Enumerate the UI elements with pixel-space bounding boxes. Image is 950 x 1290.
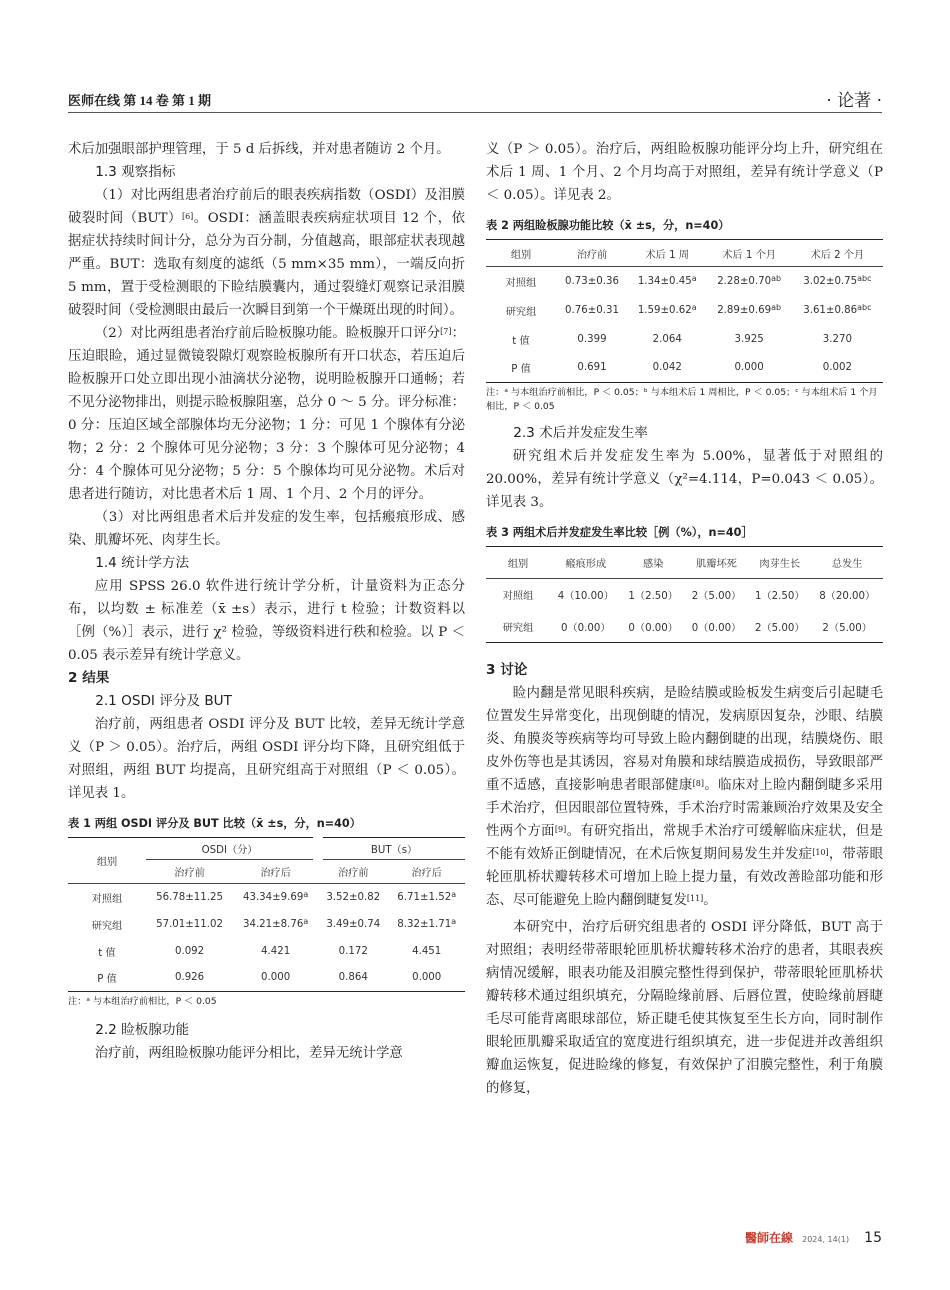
paragraph: 术后加强眼部护理管理，于 5 d 后拆线，并对患者随访 2 个月。: [68, 142, 450, 157]
paragraph-discussion-2: 本研究中，治疗后研究组患者的 OSDI 评分降低，BUT 高于对照组；表明经带蒂眼轮匝肌桥状瓣转移术治疗的患者，其眼表疾病情况缓解，眼表功能及泪膜完整性得到保护，带蒂眼轮匝肌桥状瓣转移术通过组织填充，分隔睑缘前唇、后唇位置，使睑缘前唇睫毛尽可能背离眼球部位，矫正睫毛使其恢复至生长方向，同时制作眼轮匝肌瓣采取适宜的宽度进行组织填充，进一步促进并改善组织瓣血运恢复，促进睑缘的修复，有效保护了泪膜完整性，利于角膜的修复，: [486, 920, 883, 1096]
but-header: BUT（s）: [318, 838, 465, 860]
table-1-note: 注：ᵃ 与本组治疗前相比，P ＜ 0.05: [68, 996, 217, 1007]
col-header: 感染: [622, 547, 685, 579]
col-header: 组别: [486, 547, 550, 579]
col-header: 治疗后: [388, 860, 465, 884]
col-header: 组别: [486, 240, 556, 267]
table-3-caption: 表 3 两组术后并发症发生率比较［例（%），n=40］: [486, 526, 753, 539]
table-3: [486, 546, 883, 643]
citation-10[interactable]: [10]: [812, 848, 829, 857]
table-2-caption: 表 2 两组睑板腺功能比较（x̄ ±s，分，n=40）: [486, 219, 730, 232]
heading-2-2: 2.2 睑板腺功能: [95, 1022, 190, 1038]
heading-2-3: 2.3 术后并发症发生率: [513, 425, 648, 441]
heading-1-3: 1.3 观察指标: [95, 164, 176, 180]
table-1: [68, 837, 465, 992]
col-header: 术后 1 周: [628, 240, 707, 267]
col-header: 瘢痕形成: [550, 547, 622, 579]
table-row: t 值 0.399 2.064 3.925 3.270: [512, 333, 852, 347]
left-column: [68, 138, 465, 1065]
table-2-note: 注：ᵃ 与本组治疗前相比，P ＜ 0.05；ᵇ 与本组术后 1 周相比，P ＜ 0.05；ᶜ 与本组术后 1 个月相比，P ＜ 0.05: [486, 387, 878, 412]
table-row: 研究组 0（0.00） 0（0.00） 0（0.00） 2（5.00） 2（5.00）: [502, 622, 872, 634]
table-row: 对照组 0.73±0.36 1.34±0.45$^a$ 2.28±0.70$^{ab}$ 3.02±0.75$^{abc}$: [505, 273, 872, 289]
heading-3: 3 讨论: [486, 662, 528, 678]
issue-info: 2024, 14(1): [802, 1235, 850, 1244]
journal-name: 医师在线 第 14 卷 第 1 期: [68, 93, 212, 108]
col-header: 治疗前: [146, 860, 233, 884]
col-header: 治疗后: [233, 860, 318, 884]
right-column: [486, 138, 883, 1100]
table-row: 研究组 57.01±11.02 34.21±8.76$^a$ 3.49±0.74 8.32±1.71$^a$: [91, 916, 457, 932]
paragraph-complication-results: 研究组术后并发症发生率为 5.00%，显著低于对照组的 20.00%，差异有统计学意义（χ²=4.114，P=0.043 ＜ 0.05）。详见表 3。: [486, 449, 883, 510]
table-row: 对照组 56.78±11.25 43.34±9.69$^a$ 3.52±0.82 6.71±1.52$^a$: [91, 889, 457, 905]
col-group-header: 组别: [68, 838, 146, 884]
page-footer: [745, 1227, 882, 1247]
journal-logo: 醫師在線: [745, 1231, 794, 1245]
paragraph-complications: （3）对比两组患者术后并发症的发生率，包括瘢痕形成、感染、肌瓣坏死、肉芽生长。: [68, 510, 465, 548]
col-header: 肉芽生长: [748, 547, 811, 579]
running-header: [68, 86, 882, 113]
citation-9[interactable]: [9]: [554, 825, 567, 834]
heading-2-1: 2.1 OSDI 评分及 BUT: [95, 693, 232, 709]
col-header: 术后 2 个月: [792, 240, 883, 267]
col-header: 总发生: [811, 547, 883, 579]
table-1-caption: 表 1 两组 OSDI 评分及 BUT 比较（x̄ ±s，分，n=40）: [68, 817, 361, 830]
table-row: P 值 0.926 0.000 0.864 0.000: [97, 972, 442, 986]
table-row: P 值 0.691 0.042 0.000 0.002: [511, 362, 852, 376]
citation-7[interactable]: [7]: [440, 327, 452, 336]
citation-8[interactable]: [8]: [692, 779, 704, 788]
col-header: 术后 1 个月: [706, 240, 791, 267]
paragraph-meibomian: （2）对比两组患者治疗前后睑板腺功能。睑板腺开口评分[7]：压迫眼睑，通过显微镜裂隙灯观察睑板腺所有开口状态，若压迫后睑板腺开口处立即出现小油滴状分泌物，说明睑板腺开口通畅；若不见分泌物排出，则提示睑板腺阻塞，总分 0 ～ 5 分。评分标准：0 分：压迫区域全部腺体均无分泌物；1 分：可见 1 个腺体有分泌物；2 分：2 个腺体可见分泌物；3 分：3 个腺体可见分泌物；4 分：4 个腺体可见分泌物；5 分：5 个腺体均可见分泌物。术后对患者进行随访，对比患者术后 1 周、1 个月、2 个月的评分。: [68, 326, 465, 502]
heading-1-4: 1.4 统计学方法: [95, 555, 190, 571]
paragraph-osdi-results: 治疗前，两组患者 OSDI 评分及 BUT 比较，差异无统计学意义（P ＞ 0.05）。治疗后，两组 OSDI 评分均下降，且研究组低于对照组，两组 BUT 均提高，且研究组高于对照组（P ＜ 0.05）。详见表 1。: [68, 717, 465, 801]
table-2: [486, 239, 883, 383]
osdi-header: OSDI（分）: [146, 838, 318, 860]
col-header: 治疗前: [318, 860, 388, 884]
paragraph-discussion-1: 睑内翻是常见眼科疾病，是睑结膜或睑板发生病变后引起睫毛位置发生异常变化，出现倒睫的情况，发病原因复杂，沙眼、结膜炎、角膜炎等疾病等均可导致上睑内翻倒睫的出现，结膜烧伤、眼皮外伤等也是其诱因，容易对角膜和球结膜造成损伤，导致眼部严重不适感，直接影响患者眼部健康[8]。临床对上睑内翻倒睫多采用手术治疗，但因眼部位置特殊，手术治疗时需兼顾治疗效果及安全性两个方面[9]。有研究指出，常规手术治疗可缓解临床症状，但是不能有效矫正倒睫情况，在术后恢复期间易发生并发症[10]，带蒂眼轮匝肌桥状瓣转移术可增加上睑上提力量，有效改善睑部功能和形态、尽可能避免上睑内翻倒睫复发[11]。: [486, 686, 884, 908]
paragraph-meibomian-results: 治疗前，两组睑板腺功能评分相比，差异无统计学意: [94, 1046, 403, 1061]
col-header: 治疗前: [556, 240, 628, 267]
heading-2: 2 结果: [68, 670, 110, 686]
table-row: t 值 0.092 4.421 0.172 4.451: [98, 945, 442, 959]
col-header: 肌瓣坏死: [685, 547, 748, 579]
table-row: 对照组 4（10.00） 1（2.50） 2（5.00） 1（2.50） 8（20.00）: [502, 591, 876, 603]
citation-11[interactable]: [11]: [686, 894, 704, 903]
table-row: 研究组 0.76±0.31 1.59±0.62$^a$ 2.89±0.69$^{ab}$ 3.61±0.86$^{abc}$: [505, 302, 872, 318]
paragraph-osdi: （1）对比两组患者治疗前后的眼表疾病指数（OSDI）及泪膜破裂时间（BUT）[6]。OSDI：涵盖眼表疾病症状项目 12 个，依据症状持续时间计分，总分为百分制，分值越高，眼部症状表现越严重。BUT：选取有刻度的滤纸（5 mm×35 mm），一端反向折 5 mm，置于受检测眼的下睑结膜囊内，通过裂缝灯观察记录泪膜破裂时间（受检测眼由最后一次瞬目到第一个干燥斑出现的时间）。: [68, 188, 465, 318]
paragraph-stats: 应用 SPSS 26.0 软件进行统计学分析，计量资料为正态分布，以均数 ± 标准差（x̄ ±s）表示，进行 t 检验；计数资料以［例（%）］表示，进行 χ² 检验，等级资料进行秩和检验。以 P ＜ 0.05 表示差异有统计学意义。: [68, 579, 465, 663]
section-label: · 论著 ·: [826, 91, 882, 111]
page-number: 15: [864, 1230, 882, 1246]
paragraph: 义（P ＞ 0.05）。治疗后，两组睑板腺功能评分均上升，研究组在术后 1 周、1 个月、2 个月均高于对照组，差异有统计学意义（P ＜ 0.05）。详见表 2。: [486, 142, 883, 203]
citation-6[interactable]: [6]: [181, 212, 194, 221]
